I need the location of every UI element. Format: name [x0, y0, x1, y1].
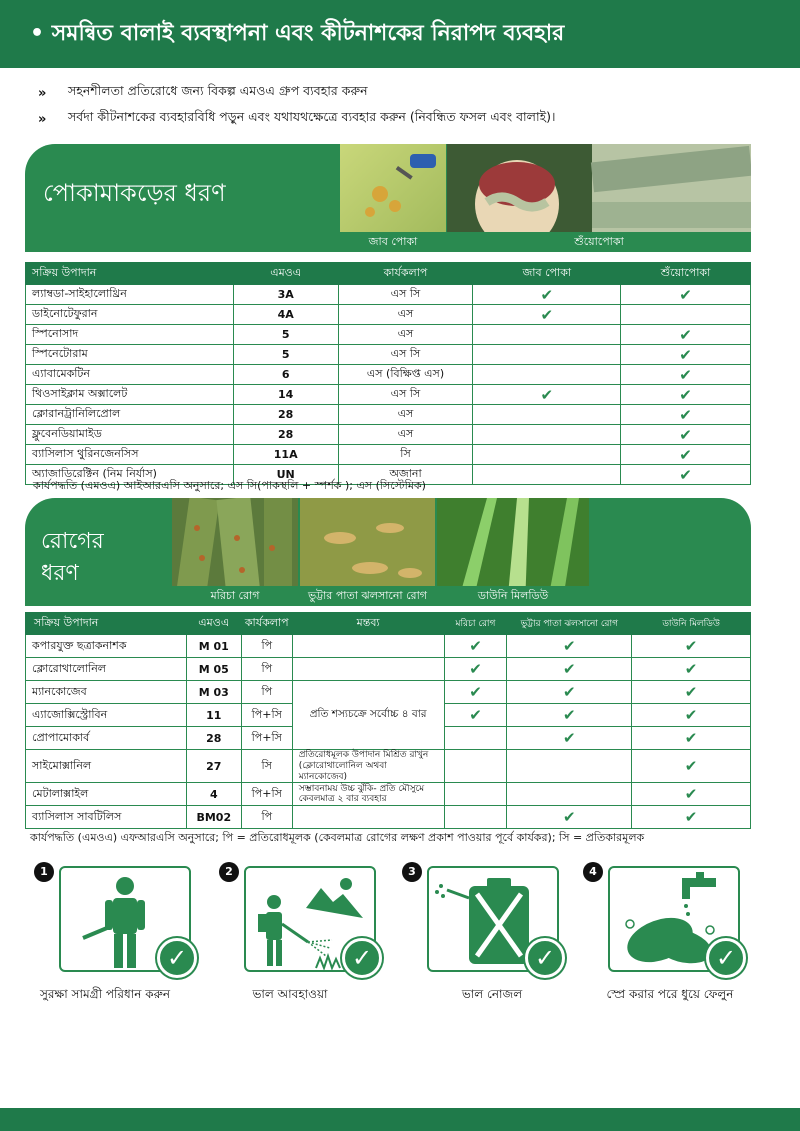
activity-cell: পি	[241, 806, 292, 829]
rust-check-icon	[444, 806, 507, 829]
remark-cell: সম্ভাবনাময় উচ্চ ঝুঁকি- প্রতি মৌসুমে কেবলমাত্র ২ বার ব্যবহার	[292, 783, 444, 806]
blight-check-icon: ✔	[507, 635, 632, 658]
aphid-check-icon	[473, 405, 621, 425]
moa-cell: 6	[233, 365, 338, 385]
activity-cell: এস সি	[338, 385, 473, 405]
rust-check-icon: ✔	[444, 658, 507, 681]
column-header: ডাউনি মিলডিউ	[632, 613, 751, 635]
check-icon: ✓	[525, 938, 565, 978]
activity-cell: এস	[338, 325, 473, 345]
activity-cell: পি+সি	[241, 727, 292, 750]
remark-cell: প্রতি শস্যচক্রে সর্বোচ্চ ৪ বার	[292, 681, 444, 750]
aphid-photo	[340, 144, 446, 252]
caterpillar-check-icon: ✔	[621, 405, 751, 425]
table-row	[26, 345, 751, 365]
column-header: মরিচা রোগ	[444, 613, 507, 635]
step-caption: ভাল আবহাওয়া	[252, 987, 328, 1001]
ingredient-cell: স্পিনেটোরাম	[26, 345, 234, 365]
activity-cell: পি	[241, 681, 292, 704]
moa-cell: M 03	[186, 681, 241, 704]
column-header: সক্রিয় উপাদান	[26, 263, 234, 285]
step-caption: ভাল নোজল	[461, 987, 523, 1001]
ingredient-cell: থিওসাইক্লাম অক্সালেট	[26, 385, 234, 405]
caterpillar-check-icon: ✔	[621, 425, 751, 445]
disease-section-title	[41, 526, 104, 590]
moa-cell: 11	[186, 704, 241, 727]
pest-section-title: পোকামাকড়ের ধরণ	[43, 179, 226, 207]
disease-title-line: ধরণ	[41, 560, 79, 586]
ingredient-cell: ডাইনোটেফুরান	[26, 305, 234, 325]
table-row	[26, 806, 751, 829]
activity-cell: পি+সি	[241, 783, 292, 806]
check-icon: ✓	[706, 938, 746, 978]
pest-moa-note: কার্যপদ্ধতি (এমওএ) আইআরএসি অনুসারে; এস সি(পাকস্থলি + স্পর্শক ); এস (সিস্টেমিক)	[33, 479, 426, 492]
rust-check-icon	[444, 783, 507, 806]
remark-cell	[292, 658, 444, 681]
moa-cell: M 01	[186, 635, 241, 658]
table-row	[26, 405, 751, 425]
table-row	[26, 681, 751, 704]
blight-check-icon	[507, 750, 632, 783]
disease-moa-note: কার্যপদ্ধতি (এমওএ) এফআরএসি অনুসারে; পি = প্রতিরোধমূলক (কেবলমাত্র রোগের লক্ষণ প্রকাশ পাওয়ার পূর্বে কার্যকর); সি = প্রতিকারমূলক	[30, 831, 645, 844]
moa-cell: 14	[233, 385, 338, 405]
mildew-check-icon: ✔	[632, 704, 751, 727]
bullet-marker: »	[38, 85, 47, 101]
step-number: 1	[34, 862, 54, 882]
table-row	[26, 750, 751, 783]
column-header: ভুট্টার পাতা ঝলসানো রোগ	[507, 613, 632, 635]
moa-cell: UN	[233, 465, 338, 485]
moa-cell: 28	[233, 405, 338, 425]
mildew-check-icon: ✔	[632, 635, 751, 658]
activity-cell: অজানা	[338, 465, 473, 485]
photo-caption: জাব পোকা	[340, 232, 446, 252]
mildew-check-icon: ✔	[632, 681, 751, 704]
moa-cell: 28	[186, 727, 241, 750]
mildew-check-icon: ✔	[632, 658, 751, 681]
advice-text: সর্বদা কীটনাশকের ব্যবহারবিধি পড়ুন এবং যথাযথক্ষেত্রে ব্যবহার করুন (নিবন্ধিত ফসল এবং বালাই)।	[68, 109, 556, 124]
caterpillar-check-icon: ✔	[621, 465, 751, 485]
activity-cell: এস	[338, 305, 473, 325]
ingredient-cell: ল্যাম্বডা-সাইহালোথ্রিন	[26, 285, 234, 305]
rust-check-icon: ✔	[444, 681, 507, 704]
remark-cell	[292, 635, 444, 658]
activity-cell: এস সি	[338, 345, 473, 365]
column-header: জাব পোকা	[473, 263, 621, 285]
downy-mildew-photo	[437, 498, 589, 606]
leaf-blight-photo	[300, 498, 435, 606]
activity-cell: এস	[338, 405, 473, 425]
bullet-marker: »	[38, 111, 47, 127]
mildew-check-icon: ✔	[632, 806, 751, 829]
blight-check-icon: ✔	[507, 658, 632, 681]
aphid-check-icon	[473, 465, 621, 485]
caterpillar-check-icon: ✔	[621, 385, 751, 405]
ingredient-cell: এ্যাবামেকটিন	[26, 365, 234, 385]
step-number: 4	[583, 862, 603, 882]
moa-cell: 3A	[233, 285, 338, 305]
aphid-check-icon	[473, 445, 621, 465]
column-header: সক্রিয় উপাদান	[26, 613, 187, 635]
column-header: কার্যকলাপ	[338, 263, 473, 285]
rust-check-icon: ✔	[444, 635, 507, 658]
advice-list	[38, 80, 778, 132]
ingredient-cell: ফ্লুবেনডিয়ামাইড	[26, 425, 234, 445]
moa-cell: 4	[186, 783, 241, 806]
moa-cell: 27	[186, 750, 241, 783]
ingredient-cell: ক্লোরানট্রানিলিপ্রোল	[26, 405, 234, 425]
column-header: কার্যকলাপ	[241, 613, 292, 635]
aphid-check-icon: ✔	[473, 285, 621, 305]
caterpillar-check-icon: ✔	[621, 285, 751, 305]
remark-cell: প্রতিরোধমূলক উপাদান মিশ্রিত রাখুন (ক্লোরোথালোনিল অথবা ম্যানকোজেব)	[292, 750, 444, 783]
check-icon: ✓	[157, 938, 197, 978]
blight-check-icon: ✔	[507, 806, 632, 829]
ingredient-cell: স্পিনোসাদ	[26, 325, 234, 345]
pest-table	[25, 262, 751, 485]
moa-cell: 5	[233, 345, 338, 365]
moa-cell: M 05	[186, 658, 241, 681]
page-title: • সমন্বিত বালাই ব্যবস্থাপনা এবং কীটনাশকের নিরাপদ ব্যবহার	[30, 20, 565, 46]
advice-item	[38, 80, 778, 106]
column-header: মন্তব্য	[292, 613, 444, 635]
table-row	[26, 325, 751, 345]
disease-title-line: রোগের	[41, 529, 104, 554]
ingredient-cell: ম্যানকোজেব	[26, 681, 187, 704]
check-icon: ✓	[342, 938, 382, 978]
step-number: 3	[402, 862, 422, 882]
photo-caption: ডাউনি মিলডিউ	[437, 586, 589, 606]
photo-caption: মরিচা রোগ	[172, 586, 298, 606]
table-row	[26, 635, 751, 658]
caterpillar-check-icon: ✔	[621, 365, 751, 385]
table-row	[26, 365, 751, 385]
column-header: এমওএ	[186, 613, 241, 635]
moa-cell: 28	[233, 425, 338, 445]
table-row	[26, 385, 751, 405]
caterpillar-check-icon: ✔	[621, 345, 751, 365]
column-header: শুঁয়োপোকা	[621, 263, 751, 285]
aphid-check-icon	[473, 325, 621, 345]
mildew-check-icon: ✔	[632, 783, 751, 806]
caterpillar-check-icon: ✔	[621, 325, 751, 345]
table-row	[26, 305, 751, 325]
ingredient-cell: কপারযুক্ত ছত্রাকনাশক	[26, 635, 187, 658]
ingredient-cell: মেটালাক্সাইল	[26, 783, 187, 806]
table-row	[26, 783, 751, 806]
caterpillar-check-icon: ✔	[621, 445, 751, 465]
table-row	[26, 285, 751, 305]
column-header: এমওএ	[233, 263, 338, 285]
activity-cell: পি+সি	[241, 704, 292, 727]
step-number: 2	[219, 862, 239, 882]
rust-check-icon	[444, 727, 507, 750]
photo-caption: শুঁয়োপোকা	[447, 232, 751, 252]
table-row	[26, 425, 751, 445]
ingredient-cell: এ্যাজোক্সিস্ট্রোবিন	[26, 704, 187, 727]
caterpillar-photo	[447, 144, 751, 252]
rust-check-icon	[444, 750, 507, 783]
moa-cell: 11A	[233, 445, 338, 465]
blight-check-icon: ✔	[507, 704, 632, 727]
mildew-check-icon: ✔	[632, 750, 751, 783]
ingredient-cell: সাইমোক্সানিল	[26, 750, 187, 783]
disease-table	[25, 612, 751, 829]
table-row	[26, 658, 751, 681]
step-caption: স্প্রে করার পরে ধুয়ে ফেলুন	[606, 987, 734, 1001]
ingredient-cell: ক্লোরোথালোনিল	[26, 658, 187, 681]
aphid-check-icon	[473, 425, 621, 445]
ingredient-cell: অ্যাজাডিরেক্টিন (নিম নির্যাস)	[26, 465, 234, 485]
aphid-check-icon: ✔	[473, 305, 621, 325]
footer-bar	[0, 1108, 800, 1131]
ingredient-cell: ব্যাসিলাস সাবটিলিস	[26, 806, 187, 829]
remark-cell	[292, 806, 444, 829]
table-row	[26, 445, 751, 465]
activity-cell: এস	[338, 425, 473, 445]
table-header-row	[26, 263, 751, 285]
advice-item	[38, 106, 778, 132]
moa-cell: BM02	[186, 806, 241, 829]
aphid-check-icon: ✔	[473, 385, 621, 405]
moa-cell: 4A	[233, 305, 338, 325]
activity-cell: পি	[241, 635, 292, 658]
activity-cell: এস সি	[338, 285, 473, 305]
activity-cell: এস (বিক্ষিপ্ত এস)	[338, 365, 473, 385]
caterpillar-check-icon	[621, 305, 751, 325]
moa-cell: 5	[233, 325, 338, 345]
activity-cell: পি	[241, 658, 292, 681]
blight-check-icon	[507, 783, 632, 806]
photo-caption: ভুট্টার পাতা ঝলসানো রোগ	[300, 586, 435, 606]
table-header-row	[26, 613, 751, 635]
rust-photo	[172, 498, 298, 606]
blight-check-icon: ✔	[507, 681, 632, 704]
step-caption: সুরক্ষা সামগ্রী পরিধান করুন	[40, 987, 170, 1001]
ingredient-cell: ব্যাসিলাস থুরিনজেনসিস	[26, 445, 234, 465]
ingredient-cell: প্রোপামোকার্ব	[26, 727, 187, 750]
activity-cell: সি	[241, 750, 292, 783]
blight-check-icon: ✔	[507, 727, 632, 750]
aphid-check-icon	[473, 345, 621, 365]
activity-cell: সি	[338, 445, 473, 465]
mildew-check-icon: ✔	[632, 727, 751, 750]
advice-text: সহনশীলতা প্রতিরোধে জন্য বিকল্প এমওএ গ্রুপ ব্যবহার করুন	[68, 83, 368, 98]
header-bar	[0, 0, 800, 68]
rust-check-icon: ✔	[444, 704, 507, 727]
aphid-check-icon	[473, 365, 621, 385]
